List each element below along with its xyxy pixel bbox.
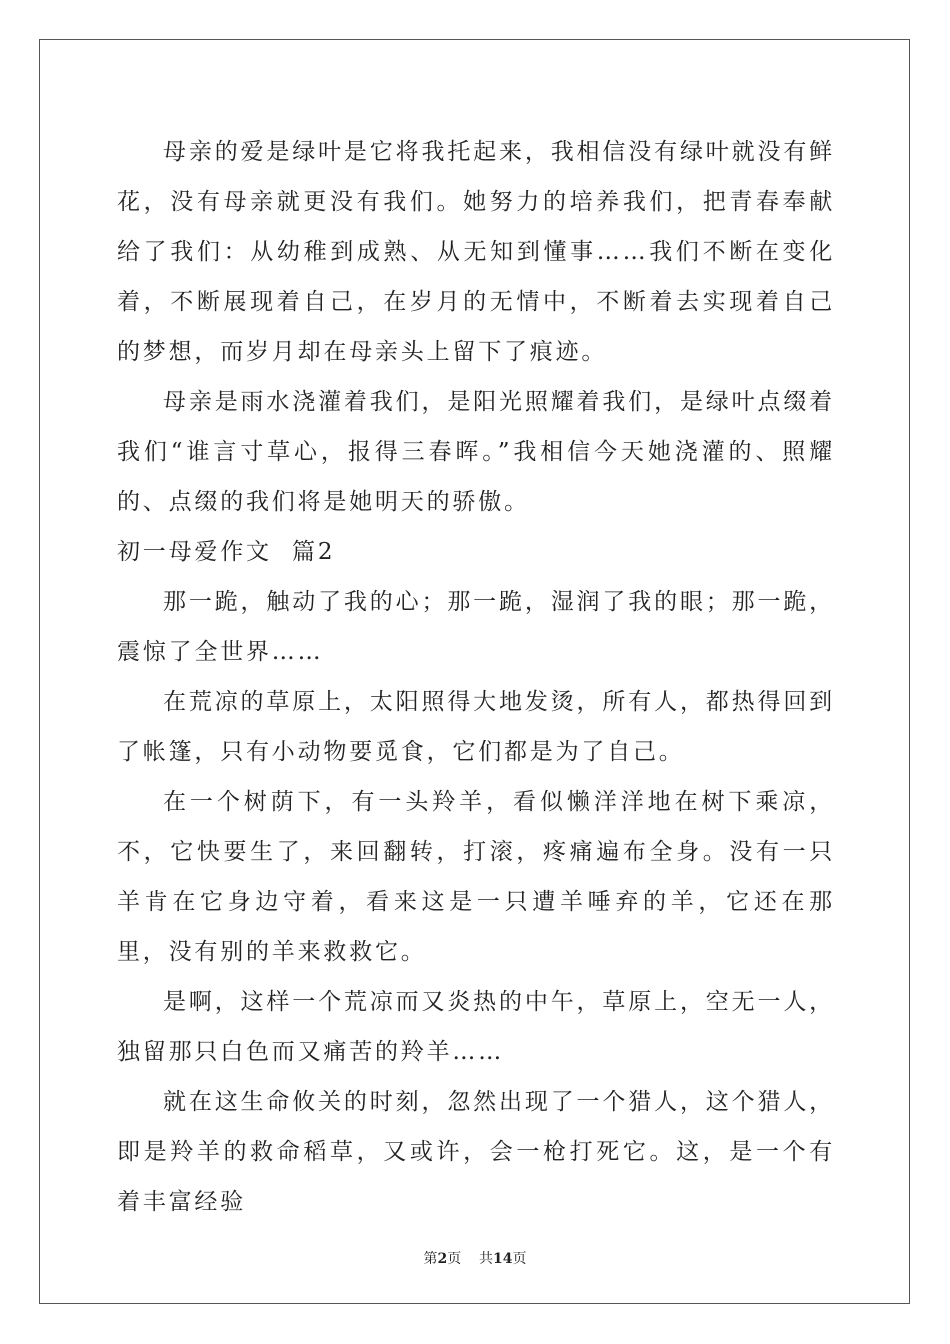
document-body xyxy=(117,127,835,1227)
section-heading xyxy=(117,527,835,577)
paragraph: 母亲是雨水浇灌着我们，是阳光照耀着我们，是绿叶点缀着我们“谁言寸草心，报得三春晖。”我相信今天她浇灌的、照耀的、点缀的我们将是她明天的骄傲。 xyxy=(117,389,835,515)
paragraph: 在一个树荫下，有一头羚羊，看似懒洋洋地在树下乘凉，不，它快要生了，来回翻转，打滚，疼痛遍布全身。没有一只羊肯在它身边守着，看来这是一只遭羊唾弃的羊，它还在那里，没有别的羊来救救它。 xyxy=(117,789,835,965)
paragraph: 母亲的爱是绿叶是它将我托起来，我相信没有绿叶就没有鲜花，没有母亲就更没有我们。她努力的培养我们，把青春奉献给了我们：从幼稚到成熟、从无知到懂事……我们不断在变化着，不断展现着自己，在岁月的无情中，不断着去实现着自己的梦想，而岁月却在母亲头上留下了痕迹。 xyxy=(117,139,835,365)
footer-page-suffix: 页 xyxy=(447,1251,462,1267)
footer-total-prefix: 共 xyxy=(479,1251,494,1267)
paragraph: 就在这生命攸关的时刻，忽然出现了一个猎人，这个猎人，即是羚羊的救命稻草，又或许，会一枪打死它。这，是一个有着丰富经验 xyxy=(117,1089,835,1215)
section-heading-text: 初一母爱作文 篇2 xyxy=(117,539,336,565)
page-footer xyxy=(0,1248,950,1268)
paragraph: 在荒凉的草原上，太阳照得大地发烫，所有人，都热得回到了帐篷，只有小动物要觅食，它们都是为了自己。 xyxy=(117,689,835,765)
footer-total-suffix: 页 xyxy=(512,1251,527,1267)
footer-total-pages: 14 xyxy=(493,1251,513,1267)
paragraph: 是啊，这样一个荒凉而又炎热的中午，草原上，空无一人，独留那只白色而又痛苦的羚羊…… xyxy=(117,989,835,1065)
footer-page-number: 2 xyxy=(437,1251,448,1267)
footer-prefix: 第 xyxy=(423,1251,438,1267)
paragraph: 那一跪，触动了我的心；那一跪，湿润了我的眼；那一跪，震惊了全世界…… xyxy=(117,589,835,665)
